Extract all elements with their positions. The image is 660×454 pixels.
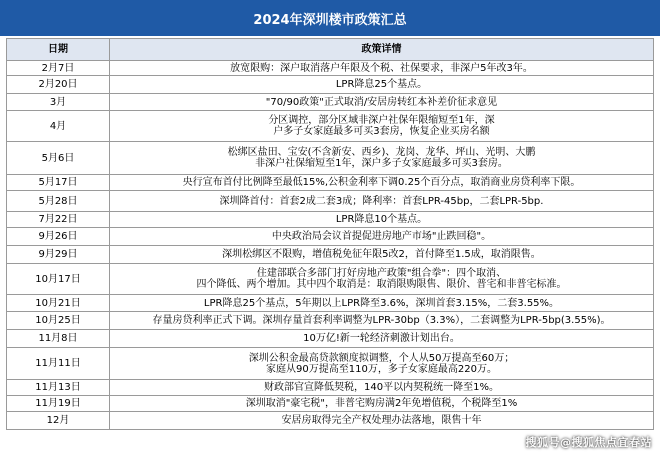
row-date: 5月17日 <box>7 175 110 191</box>
detail-line: 深圳降首付：首套2成二套3成；降利率：首套LPR-45bp，二套LPR-5bp. <box>219 195 544 207</box>
row-date: 7月22日 <box>7 212 110 228</box>
table-row <box>7 191 654 212</box>
header-date: 日期 <box>7 39 110 61</box>
row-detail <box>110 264 654 295</box>
row-detail <box>110 312 654 330</box>
row-detail <box>110 76 654 94</box>
row-date: 11月13日 <box>7 380 110 396</box>
detail-line: LPR降息25个基点，5年期以上LPR降至3.6%，深圳首套3.15%，二套3.55%。 <box>203 297 560 309</box>
row-date: 5月28日 <box>7 191 110 212</box>
detail-line: 财政部官宣降低契税，140平以内契税统一降至1%。 <box>264 382 499 393</box>
policy-table <box>6 38 654 430</box>
detail-line: "70/90政策"正式取消/安居房转红本补差价征求意见 <box>265 96 498 108</box>
table-row <box>7 380 654 396</box>
row-detail <box>110 142 654 175</box>
row-detail <box>110 330 654 348</box>
row-date: 11月19日 <box>7 396 110 412</box>
table-row <box>7 175 654 191</box>
table-row <box>7 61 654 76</box>
table-row <box>7 312 654 330</box>
detail-line: 非深户社保缩短至1年，深户多子女家庭最多可买3套房。 <box>255 158 508 169</box>
row-detail <box>110 111 654 142</box>
watermark: 搜狐号@搜狐焦点宜春站 <box>525 436 652 449</box>
row-detail <box>110 94 654 111</box>
detail-line: 松绑区盐田、宝安(不含新安、西乡)、龙岗、龙华、坪山、光明、大鹏 <box>227 147 536 158</box>
row-detail <box>110 412 654 430</box>
detail-line: 安居房取得完全产权处理办法落地，限售十年 <box>281 415 482 426</box>
table-row <box>7 212 654 228</box>
table-row <box>7 142 654 175</box>
row-date: 11月8日 <box>7 330 110 348</box>
row-detail <box>110 380 654 396</box>
row-date: 10月21日 <box>7 295 110 312</box>
row-detail <box>110 61 654 76</box>
detail-line: 央行宣布首付比例降至最低15%,公积金利率下调0.25个百分点，取消商业房贷利率下限。 <box>182 177 581 188</box>
table-row <box>7 412 654 430</box>
row-date: 4月 <box>7 111 110 142</box>
detail-line: 家庭从90万提高至110万，多子女家庭最高220万。 <box>266 363 497 375</box>
row-detail <box>110 396 654 412</box>
row-detail <box>110 246 654 264</box>
row-date: 3月 <box>7 94 110 111</box>
row-date: 11月11日 <box>7 348 110 380</box>
header-detail: 政策详情 <box>110 39 654 61</box>
row-date: 5月6日 <box>7 142 110 175</box>
detail-line: 深圳松绑区不限购，增值税免征年限5改2，首付降至1.5成，取消限售。 <box>222 249 541 260</box>
detail-line: 住建部联合多部门打好房地产政策"组合拳"：四个取消、 <box>256 268 507 279</box>
table-row <box>7 396 654 412</box>
detail-line: 存量房贷利率正式下调。深圳存量首套利率调整为LPR-30bp（3.3%），二套调整为LPR-5bp(3.55%)。 <box>152 315 611 326</box>
page-title: 2024年深圳楼市政策汇总 <box>0 0 660 36</box>
detail-line: 四个降低、两个增加。其中四个取消是：取消限购限售、限价、普宅和非普宅标准。 <box>196 279 567 290</box>
detail-line: 放宽限购：深户取消落户年限及个税、社保要求，非深户5年改3年。 <box>230 62 533 74</box>
table-row <box>7 94 654 111</box>
row-detail <box>110 228 654 246</box>
table-row <box>7 76 654 94</box>
table-row <box>7 330 654 348</box>
row-detail <box>110 175 654 191</box>
detail-line: LPR降息10个基点。 <box>335 214 428 225</box>
table-header-row <box>7 39 654 61</box>
row-detail <box>110 212 654 228</box>
table-row <box>7 348 654 380</box>
detail-line: 深圳取消"豪宅税"，非普宅购房满2年免增值税，个税降至1% <box>245 398 518 409</box>
detail-line: LPR降息25个基点。 <box>335 79 428 90</box>
table-row <box>7 295 654 312</box>
detail-line: 10万亿!新一轮经济刺激计划出台。 <box>303 333 460 344</box>
table-row <box>7 228 654 246</box>
table-row <box>7 264 654 295</box>
detail-line: 深圳公积金最高贷款额度拟调整，个人从50万提高至60万； <box>248 352 515 364</box>
row-date: 2月20日 <box>7 76 110 94</box>
row-date: 10月25日 <box>7 312 110 330</box>
table-row <box>7 246 654 264</box>
detail-line: 户多子女家庭最多可买3套房，恢复企业买房名额 <box>273 126 490 137</box>
detail-line: 中央政治局会议首提促进房地产市场"止跌回稳"。 <box>271 231 492 242</box>
row-date: 9月26日 <box>7 228 110 246</box>
detail-line: 分区调控，部分区域非深户社保年限缩短至1年，深 <box>268 115 495 126</box>
row-date: 10月17日 <box>7 264 110 295</box>
row-date: 9月29日 <box>7 246 110 264</box>
row-detail <box>110 348 654 380</box>
row-detail <box>110 295 654 312</box>
table-row <box>7 111 654 142</box>
row-date: 2月7日 <box>7 61 110 76</box>
row-date: 12月 <box>7 412 110 430</box>
row-detail <box>110 191 654 212</box>
